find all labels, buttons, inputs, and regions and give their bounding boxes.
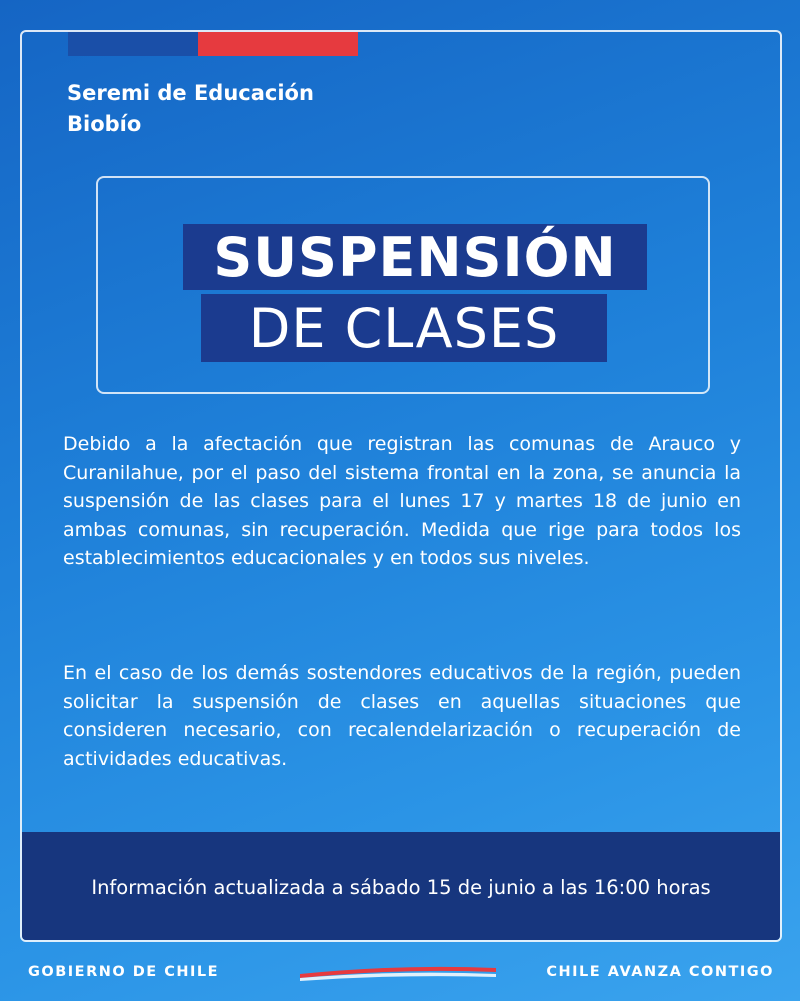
title-box [96,176,710,394]
flag-blue-block [68,32,198,56]
body-paragraph-2: En el caso de los demás sostendores educativos de la región, pueden solicitar la suspensión de clases en aquellas situaciones que consideren necesario, con recalendelarización o recuperación de actividades educativas. [63,662,741,770]
org-line-1: Seremi de Educación [67,81,314,105]
chile-flag-stripe [68,32,358,56]
title-line-2: DE CLASES [201,294,607,362]
notice-frame [20,30,782,942]
org-name [67,78,314,140]
body-paragraph-1: Debido a la afectación que registran las comunas de Arauco y Curanilahue, por el paso del sistema frontal en la zona, se anuncia la suspensión de las clases para el lunes 17 y martes 18 de junio en ambas comunas, sin recuperación. Medida que rige para todos los establecimientos educacionales y en todos sus niveles. [63,433,741,569]
org-line-2: Biobío [67,112,142,136]
footer-swoosh-icon [298,962,498,982]
footer-slogan: CHILE AVANZA CONTIGO [546,964,774,980]
update-info-bar [22,832,780,942]
flag-red-block [198,32,358,56]
footer-government-logo-text: GOBIERNO DE CHILE [28,964,220,980]
title-line-1: SUSPENSIÓN [183,224,647,290]
update-info-text: Información actualizada a sábado 15 de junio a las 16:00 horas [91,875,711,899]
